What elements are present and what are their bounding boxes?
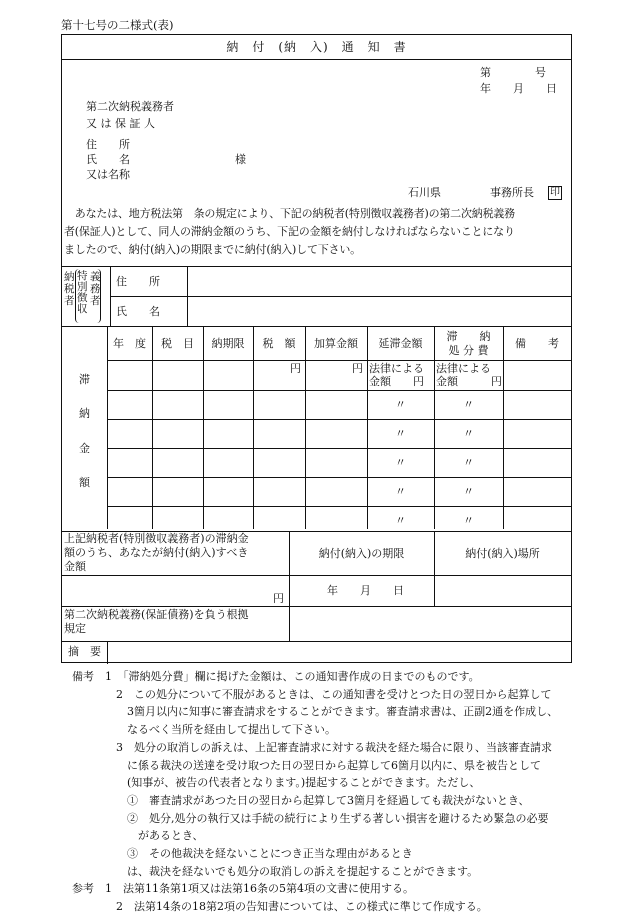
note-line: は、裁決を経ないでも処分の取消しの訴えを提起することができます。 (72, 864, 479, 878)
disposal-legal-line1: 法律による (436, 362, 491, 375)
note-line: 備考 1 「滞納処分費」欄に掲げた金額は、この通知書作成の日までのものです。 (72, 670, 480, 683)
payment-deadline-date: 年 月 日 (327, 584, 404, 597)
body-text-line2: 者(保証人)として、同人の滞納金額のうち、下記の金額を納付しなければならないことになり (64, 225, 515, 238)
arrears-label-4: 額 (79, 476, 90, 489)
obligor-label: 義務者 (90, 271, 101, 307)
note-line: に係る裁決の送達を受け取つた日の翌日から起算して6箇月以内に、県を被告として (72, 758, 541, 772)
ditto-mark: 〃 (463, 485, 474, 498)
note-line: ① 審査請求があつた日の翌日から起算して3箇月を経過しても裁決がないとき、 (72, 793, 530, 807)
note-line: 2 この処分について不服があるときは、この通知書を受けとつた日の翌日から起算して (72, 687, 552, 701)
payment-amount-label-line1: 上記納税者(特別徴収義務者)の滞納金 (64, 532, 249, 545)
col-header-year: 年 度 (113, 337, 146, 350)
col-header-delinquency: 延滞金額 (378, 337, 423, 350)
disposal-legal-line2: 金額 円 (436, 375, 502, 388)
note-line: 3 処分の取消しの訴えは、上記審査請求に対する裁決を経た場合に限り、当該審査請求 (72, 740, 552, 754)
basis-label-line1: 第二次納税義務(保証債務)を負う根拠 (64, 608, 249, 621)
special-collection-label: 特別徴収 (77, 270, 88, 315)
issuer-office-head: 事務所長 (490, 186, 534, 199)
payment-deadline-label: 納付(納入)の期限 (318, 547, 405, 560)
delinquency-legal-line2: 金額 円 (369, 375, 424, 388)
ditto-mark: 〃 (463, 456, 474, 469)
note-line: 2 法第14条の18第2項の告知書については、この様式に準じて作成する。 (72, 900, 488, 914)
note-line: ③ その他裁決を経ないことにつき正当な理由があるとき (72, 847, 413, 861)
form-title: 納 付 (納 入) 通 知 書 (62, 35, 571, 60)
ditto-mark: 〃 (395, 485, 406, 498)
body-text-line3: ましたので、納付(納入)の期限までに納付(納入)して下さい。 (64, 243, 361, 256)
body-text-line1: あなたは、地方税法第 条の規定により、下記の納税者(特別徴収義務者)の第二次納税義務 (64, 207, 515, 220)
ditto-mark: 〃 (395, 456, 406, 469)
notice-form (61, 34, 572, 663)
additional-yen: 円 (352, 362, 363, 375)
taxpayer-label: 納税者 (64, 271, 75, 307)
recipient-name-label: 氏 名 (86, 153, 130, 166)
note-line: があるとき、 (72, 829, 204, 843)
notes-section (72, 668, 612, 915)
payment-amount-yen: 円 (273, 592, 284, 605)
payment-amount-label-line3: 金額 (64, 560, 86, 573)
ditto-mark: 〃 (463, 514, 474, 527)
summary-label: 摘 要 (68, 645, 101, 658)
arrears-label-1: 滞 (79, 373, 90, 386)
document-number: 第 号 (480, 66, 546, 79)
arrears-label-3: 金 (79, 442, 90, 455)
note-line: なるべく当所を経由して提出して下さい。 (72, 723, 336, 737)
official-seal: 印 (550, 187, 560, 198)
taxpayer-address-label: 住 所 (116, 275, 160, 288)
col-header-tax-amount: 税 額 (262, 337, 296, 350)
tax-amount-yen: 円 (290, 362, 301, 375)
recipient-address-label: 住 所 (86, 138, 130, 151)
taxpayer-name-label: 氏 名 (116, 305, 160, 318)
ditto-mark: 〃 (463, 427, 474, 440)
ditto-mark: 〃 (395, 398, 406, 411)
form-number-label: 第十七号の二様式(表) (61, 18, 174, 32)
payment-place-label: 納付(納入)場所 (465, 547, 540, 560)
ditto-mark: 〃 (395, 427, 406, 440)
delinquency-legal-line1: 法律による (369, 362, 424, 375)
ditto-mark: 〃 (463, 398, 474, 411)
recipient-type-line1: 第二次納税義務者 (86, 100, 174, 113)
payment-amount-label-line2: 額のうち、あなたが納付(納入)すべき (64, 546, 249, 559)
col-header-additional: 加算金額 (314, 337, 358, 350)
honorific-sama: 様 (235, 153, 246, 166)
arrears-label-2: 納 (79, 407, 90, 420)
basis-label-line2: 規定 (64, 622, 86, 635)
col-header-remarks: 備 考 (515, 337, 559, 350)
col-header-disposal-cost: 滞 納 処 分 費 (446, 330, 491, 357)
recipient-type-line2: 又 は 保 証 人 (86, 117, 155, 130)
issue-date: 年 月 日 (480, 82, 557, 95)
note-line: ② 処分,処分の執行又は手続の続行により生ずる著しい損害を避けるため緊急の必要 (72, 811, 549, 825)
col-header-deadline: 納期限 (211, 337, 245, 350)
recipient-or-name-label: 又は名称 (86, 168, 130, 181)
note-line: 3箇月以内に知事に審査請求をすることができます。審査請求書は、正副2通を作成し、 (72, 705, 559, 719)
col-header-tax-item: 税 目 (161, 337, 194, 350)
issuer-prefecture: 石川県 (408, 186, 441, 199)
note-line: 参考 1 法第11条第1項又は法第16条の5第4項の文書に使用する。 (72, 882, 414, 896)
note-line: (知事が、被告の代表者となります。)提起することができます。ただし、 (72, 776, 481, 790)
ditto-mark: 〃 (395, 514, 406, 527)
